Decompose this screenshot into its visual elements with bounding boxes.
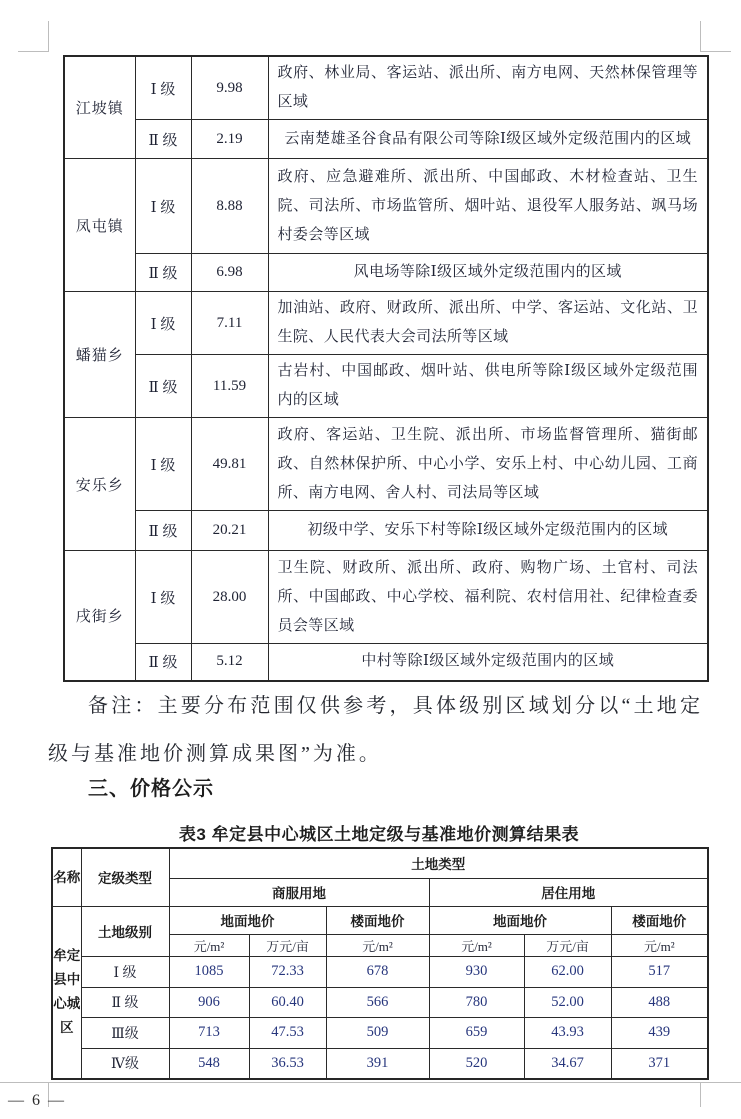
margin-mark-top-right-h	[700, 51, 731, 52]
distribution-desc-cell: 古岩村、中国邮政、烟叶站、供电所等除Ⅰ级区域外定级范围内的区域	[268, 355, 708, 418]
level-cell: Ⅱ 级	[81, 987, 169, 1017]
town-name-cell: 蟠猫乡	[64, 292, 135, 418]
header-ground-price-residential: 地面地价	[429, 906, 611, 934]
margin-mark-top-left-v	[48, 21, 49, 52]
table3-caption: 表3 牟定县中心城区土地定级与基准地价测算结果表	[178, 825, 580, 844]
header-grading-type: 定级类型	[81, 848, 169, 906]
price-cell: 780	[429, 987, 524, 1017]
header-land-type: 土地类型	[169, 848, 708, 878]
unit-yuan-sqm: 元/m²	[326, 934, 429, 956]
unit-wanyuan-mu: 万元/亩	[249, 934, 326, 956]
header-floor-price-residential: 楼面地价	[611, 906, 708, 934]
price-result-table	[51, 847, 709, 1080]
level-cell: Ⅳ级	[81, 1048, 169, 1079]
price-cell: 36.53	[249, 1048, 326, 1079]
page-number: — 6 —	[8, 1092, 66, 1109]
price-cell: 930	[429, 956, 524, 987]
price-cell: 509	[326, 1017, 429, 1048]
level-cell: Ⅰ 级	[135, 418, 191, 511]
area-value-cell: 20.21	[191, 511, 268, 551]
level-cell: Ⅰ 级	[135, 56, 191, 120]
price-cell: 517	[611, 956, 708, 987]
price-cell: 548	[169, 1048, 249, 1079]
area-value-cell: 49.81	[191, 418, 268, 511]
level-cell: Ⅱ 级	[135, 511, 191, 551]
town-name-cell: 江坡镇	[64, 56, 135, 159]
note-paragraph: 备注：主要分布范围仅供参考，具体级别区域划分以“土地定级与基准地价测算成果图”为准。	[48, 695, 703, 765]
distribution-desc-cell: 政府、林业局、客运站、派出所、南方电网、天然林保管理等区域	[268, 56, 708, 120]
header-residential: 居住用地	[429, 878, 708, 906]
header-name: 名称	[52, 848, 81, 906]
price-cell: 520	[429, 1048, 524, 1079]
level-cell: Ⅲ级	[81, 1017, 169, 1048]
distribution-desc-cell: 政府、应急避难所、派出所、中国邮政、木材检查站、卫生院、司法所、市场监管所、烟叶站、退役军人服务站、飒马场村委会等区域	[268, 159, 708, 254]
area-value-cell: 6.98	[191, 254, 268, 292]
price-cell: 713	[169, 1017, 249, 1048]
level-cell: Ⅱ 级	[135, 355, 191, 418]
price-cell: 52.00	[524, 987, 611, 1017]
unit-yuan-sqm: 元/m²	[429, 934, 524, 956]
distribution-desc-cell: 政府、客运站、卫生院、派出所、市场监督管理所、猫街邮政、自然林保护所、中心小学、安乐上村、中心幼儿园、工商所、南方电网、舍人村、司法局等区域	[268, 418, 708, 511]
margin-mark-bottom-h	[0, 1082, 741, 1083]
town-name-cell: 安乐乡	[64, 418, 135, 551]
price-cell: 488	[611, 987, 708, 1017]
price-cell: 439	[611, 1017, 708, 1048]
header-floor-price-commercial: 楼面地价	[326, 906, 429, 934]
price-cell: 1085	[169, 956, 249, 987]
level-cell: Ⅱ 级	[135, 644, 191, 681]
level-cell: Ⅱ 级	[135, 254, 191, 292]
level-cell: Ⅱ 级	[135, 120, 191, 159]
margin-mark-top-left-h	[18, 51, 48, 52]
area-value-cell: 28.00	[191, 551, 268, 644]
town-name-cell: 凤屯镇	[64, 159, 135, 292]
price-cell: 34.67	[524, 1048, 611, 1079]
price-cell: 43.93	[524, 1017, 611, 1048]
level-cell: Ⅰ 级	[135, 159, 191, 254]
price-cell: 566	[326, 987, 429, 1017]
distribution-desc-cell: 风电场等除Ⅰ级区域外定级范围内的区域	[268, 254, 708, 292]
header-area-name: 牟定县中心城区	[52, 906, 81, 1079]
price-cell: 391	[326, 1048, 429, 1079]
header-commercial: 商服用地	[169, 878, 429, 906]
price-cell: 678	[326, 956, 429, 987]
price-cell: 60.40	[249, 987, 326, 1017]
area-value-cell: 9.98	[191, 56, 268, 120]
town-name-cell: 戌街乡	[64, 551, 135, 681]
area-value-cell: 7.11	[191, 292, 268, 355]
price-cell: 371	[611, 1048, 708, 1079]
distribution-desc-cell: 加油站、政府、财政所、派出所、中学、客运站、文化站、卫生院、人民代表大会司法所等区域	[268, 292, 708, 355]
unit-yuan-sqm: 元/m²	[611, 934, 708, 956]
level-cell: Ⅰ 级	[135, 292, 191, 355]
header-land-level: 土地级别	[81, 906, 169, 956]
level-cell: Ⅰ 级	[135, 551, 191, 644]
distribution-desc-cell: 初级中学、安乐下村等除Ⅰ级区域外定级范围内的区域	[268, 511, 708, 551]
margin-mark-bottom-right-v	[700, 1083, 701, 1107]
unit-yuan-sqm: 元/m²	[169, 934, 249, 956]
price-cell: 659	[429, 1017, 524, 1048]
area-value-cell: 5.12	[191, 644, 268, 681]
distribution-desc-cell: 云南楚雄圣谷食品有限公司等除Ⅰ级区域外定级范围内的区域	[268, 120, 708, 159]
distribution-desc-cell: 卫生院、财政所、派出所、政府、购物广场、土官村、司法所、中国邮政、中心学校、福利院、农村信用社、纪律检查委员会等区域	[268, 551, 708, 644]
area-value-cell: 2.19	[191, 120, 268, 159]
section-heading: 三、价格公示	[88, 778, 214, 800]
price-cell: 62.00	[524, 956, 611, 987]
level-cell: Ⅰ 级	[81, 956, 169, 987]
land-grading-distribution-table	[63, 55, 709, 682]
distribution-desc-cell: 中村等除Ⅰ级区域外定级范围内的区域	[268, 644, 708, 681]
price-cell: 72.33	[249, 956, 326, 987]
area-value-cell: 8.88	[191, 159, 268, 254]
area-value-cell: 11.59	[191, 355, 268, 418]
header-ground-price-commercial: 地面地价	[169, 906, 326, 934]
unit-wanyuan-mu: 万元/亩	[524, 934, 611, 956]
margin-mark-top-right-v	[700, 21, 701, 52]
price-cell: 906	[169, 987, 249, 1017]
price-cell: 47.53	[249, 1017, 326, 1048]
